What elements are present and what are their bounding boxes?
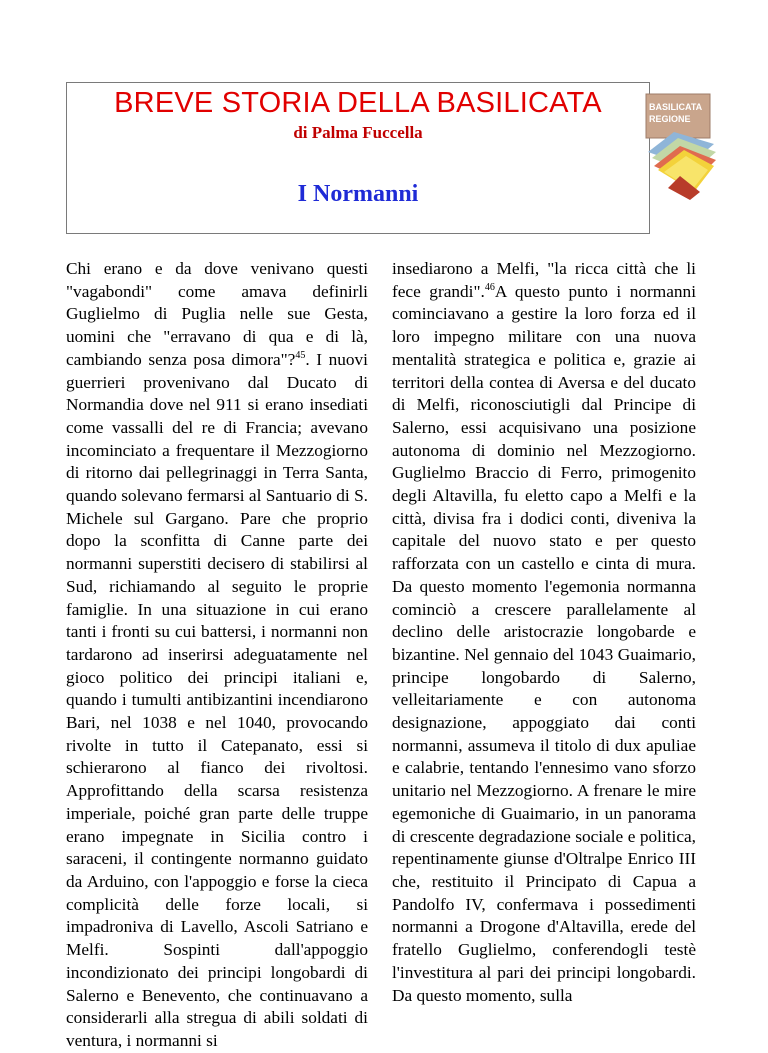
basilicata-regione-logo xyxy=(644,92,718,202)
logo-text-line2: REGIONE xyxy=(649,114,691,124)
author-line: di Palma Fuccella xyxy=(293,123,423,142)
paragraph-text: . I nuovi guerrieri provenivano dal Ducato di Normandia dove nel 911 si erano insediati come vassalli del re di Francia; avevano incominciato a frequentare il Mezzogiorno di ritorno dai pellegrinaggi in Terra Santa, quando solevano fermarsi al Santuario di S. Michele sul Gargano. Pare che proprio dopo la sconfitta di Canne parte dei normanni superstiti decisero di stabilirsi al Sud, richiamando al seguito le proprie famiglie. In una situazione in cui erano tanti i fronti su cui battersi, i normanni non tardarono ad inserirsi adeguatamente nel gioco politico dei principi italiani e, quando i tumulti antibizantini incendiarono Bari, nel 1038 e nel 1040, provocando rivolte in tutto il Catepanato, essi si schierarono al fianco dei rivoltosi. Approfittando della scarsa resistenza imperiale, poiché gran parte delle truppe erano impegnate in Sicilia contro i saraceni, il contingente normanno guidato da Arduino, con l'appoggio e forse la cieca complicità delle forze locali, si impadroniva di Lavello, Ascoli Satriano e Melfi. Sospinti dall'appoggio incondizionato dei principi longobardi di Salerno e Benevento, che continuavano a considerarli alla stregua di abili soldati di ventura, i normanni si xyxy=(66,349,368,1050)
paragraph xyxy=(66,258,368,1053)
paragraph-text: insediarono a Melfi, "la ricca città che li fece grandi". xyxy=(392,259,696,301)
document-title: BREVE STORIA DELLA BASILICATA xyxy=(114,87,602,119)
logo-text-line1: BASILICATA xyxy=(649,102,703,112)
paragraph-text: A questo punto i normanni cominciavano a gestire la loro forza ed il loro impegno militare con una nuova mentalità strategica e politica e, grazie ai territori della contea di Aversa e del ducato di Melfi, riconosciutigli dal Principe di Salerno, essi acquisivano una posizione autonoma di dominio nel Mezzogiorno. Guglielmo Braccio di Ferro, primogenito degli Altavilla, fu eletto capo a Melfi e la città, divisa fra i dodici conti, diveniva la capitale del nuovo stato e per questo rafforzata con un castello e cinta di mura. Da questo momento l'egemonia normanna cominciò a crescere parallelamente al declino delle aristocrazie longobarde e bizantine. Nel gennaio del 1043 Guaimario, principe longobardo di Salerno, velleitariamente e con autonoma designazione, appoggiato dai conti normanni, assumeva il titolo di dux apuliae e calabrie, tentando l'ennesimo vano sforzo unitario nel Mezzogiorno. A frenare le mire egemoniche di Guaimario, in un panorama di crescente degradazione sociale e politica, repentinamente giunse d'Oltralpe Enrico III che, restituito il Principato di Capua a Pandolfo IV, confermava i possedimenti normanni a Drogone d'Altavilla, erede del fratello Guglielmo, conferendogli testè l'investitura al pari dei principi longobardi. Da questo momento, sulla xyxy=(392,281,696,1005)
footnote-ref-45[interactable]: 45 xyxy=(295,350,306,362)
section-heading: I Normanni xyxy=(297,181,419,207)
footnote-ref-46[interactable]: 46 xyxy=(484,281,495,293)
paragraph-text: Chi erano e da dove venivano questi "vagabondi" come amava definirli Guglielmo di Puglia nelle sue Gesta, uomini che "erravano di qua e di là, cambiando senza posa dimora"? xyxy=(66,259,368,369)
text-column-right xyxy=(392,258,696,1007)
text-column-left xyxy=(66,258,368,1053)
header-box xyxy=(66,82,650,234)
paragraph xyxy=(392,258,696,1007)
